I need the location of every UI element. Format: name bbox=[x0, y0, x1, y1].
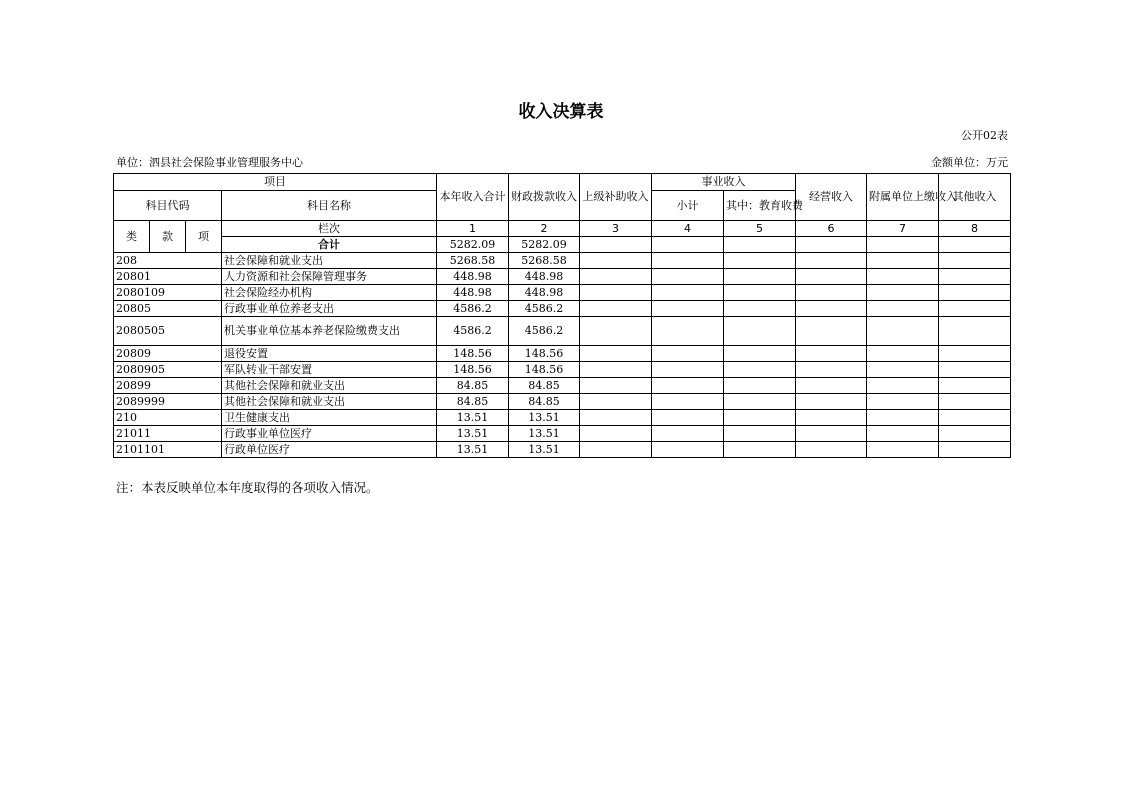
subject-name: 人力资源和社会保障管理事务 bbox=[222, 269, 437, 285]
total-row bbox=[114, 237, 1011, 253]
subject-name: 军队转业干部安置 bbox=[222, 362, 437, 378]
table-row bbox=[114, 317, 1011, 346]
header-subject-code: 科目代码 bbox=[114, 191, 222, 221]
empty-cell bbox=[580, 426, 652, 442]
empty-cell bbox=[580, 442, 652, 458]
fiscal-cell: 448.98 bbox=[509, 285, 580, 301]
empty-cell bbox=[796, 253, 867, 269]
income-table bbox=[113, 173, 1011, 458]
empty-cell bbox=[796, 269, 867, 285]
empty-cell bbox=[939, 426, 1011, 442]
subject-name: 卫生健康支出 bbox=[222, 410, 437, 426]
subject-name: 行政单位医疗 bbox=[222, 442, 437, 458]
empty-cell bbox=[939, 269, 1011, 285]
empty-cell bbox=[939, 285, 1011, 301]
empty-cell bbox=[939, 317, 1011, 346]
subject-name: 社会保障和就业支出 bbox=[222, 253, 437, 269]
empty-cell bbox=[867, 269, 939, 285]
empty-cell bbox=[939, 442, 1011, 458]
col-num-5: 5 bbox=[724, 221, 796, 237]
subject-name: 行政事业单位医疗 bbox=[222, 426, 437, 442]
col-num-1: 1 bbox=[437, 221, 509, 237]
subject-name: 退役安置 bbox=[222, 346, 437, 362]
empty-cell bbox=[939, 301, 1011, 317]
header-subject-name: 科目名称 bbox=[222, 191, 437, 221]
empty-cell bbox=[939, 378, 1011, 394]
empty-cell bbox=[867, 285, 939, 301]
empty-cell bbox=[724, 317, 796, 346]
total-income-cell: 84.85 bbox=[437, 378, 509, 394]
table-row bbox=[114, 346, 1011, 362]
empty-cell bbox=[796, 442, 867, 458]
empty-cell bbox=[652, 410, 724, 426]
empty-cell bbox=[796, 410, 867, 426]
subject-code: 2089999 bbox=[114, 394, 222, 410]
header-business-income: 事业收入 bbox=[652, 174, 796, 191]
empty-cell bbox=[652, 317, 724, 346]
empty-cell bbox=[580, 378, 652, 394]
header-kuan: 款 bbox=[150, 221, 186, 253]
total-income-cell: 13.51 bbox=[437, 426, 509, 442]
col-num-6: 6 bbox=[796, 221, 867, 237]
empty-cell bbox=[724, 442, 796, 458]
empty-cell bbox=[580, 394, 652, 410]
subject-code: 21011 bbox=[114, 426, 222, 442]
header-total-income: 本年收入合计 bbox=[437, 174, 509, 221]
empty-cell bbox=[939, 346, 1011, 362]
header-item: 项目 bbox=[114, 174, 437, 191]
col-num-7: 7 bbox=[867, 221, 939, 237]
header-affiliated: 附属单位上缴收入 bbox=[867, 174, 939, 221]
empty-cell bbox=[867, 301, 939, 317]
col-num-3: 3 bbox=[580, 221, 652, 237]
empty-cell bbox=[796, 426, 867, 442]
subject-name: 社会保险经办机构 bbox=[222, 285, 437, 301]
header-subtotal: 小计 bbox=[652, 191, 724, 221]
empty-cell bbox=[867, 346, 939, 362]
table-row bbox=[114, 301, 1011, 317]
amount-unit-label: 金额单位：万元 bbox=[931, 156, 1008, 169]
fiscal-cell: 13.51 bbox=[509, 442, 580, 458]
total-income-cell: 4586.2 bbox=[437, 301, 509, 317]
header-lanci: 栏次 bbox=[222, 221, 437, 237]
empty-cell bbox=[796, 285, 867, 301]
table-row bbox=[114, 269, 1011, 285]
total-income-cell: 13.51 bbox=[437, 410, 509, 426]
subject-name: 行政事业单位养老支出 bbox=[222, 301, 437, 317]
fiscal-cell: 84.85 bbox=[509, 378, 580, 394]
empty-cell bbox=[652, 301, 724, 317]
empty-cell bbox=[580, 301, 652, 317]
empty-cell bbox=[867, 426, 939, 442]
table-row bbox=[114, 253, 1011, 269]
header-xiang: 项 bbox=[186, 221, 222, 253]
page-title: 收入决算表 bbox=[518, 102, 604, 122]
empty-cell bbox=[796, 301, 867, 317]
fiscal-cell: 148.56 bbox=[509, 362, 580, 378]
table-note: 注：本表反映单位本年度取得的各项收入情况。 bbox=[116, 480, 379, 495]
empty-cell bbox=[652, 378, 724, 394]
total-income-cell: 148.56 bbox=[437, 346, 509, 362]
empty-cell bbox=[939, 362, 1011, 378]
empty-cell bbox=[580, 410, 652, 426]
empty-cell bbox=[652, 346, 724, 362]
col-num-8: 8 bbox=[939, 221, 1011, 237]
total-fiscal-value: 5282.09 bbox=[509, 237, 580, 253]
subject-name: 其他社会保障和就业支出 bbox=[222, 378, 437, 394]
fiscal-cell: 84.85 bbox=[509, 394, 580, 410]
fiscal-cell: 5268.58 bbox=[509, 253, 580, 269]
empty-cell bbox=[724, 269, 796, 285]
empty-cell bbox=[580, 285, 652, 301]
empty-cell bbox=[724, 346, 796, 362]
header-fiscal: 财政拨款收入 bbox=[509, 174, 580, 221]
empty-cell bbox=[939, 410, 1011, 426]
empty-cell bbox=[796, 317, 867, 346]
empty-cell bbox=[652, 362, 724, 378]
subject-name: 机关事业单位基本养老保险缴费支出 bbox=[222, 317, 437, 346]
total-income-cell: 84.85 bbox=[437, 394, 509, 410]
table-row bbox=[114, 394, 1011, 410]
unit-label: 单位：泗县社会保险事业管理服务中心 bbox=[116, 156, 303, 169]
empty-cell bbox=[652, 269, 724, 285]
total-label: 合计 bbox=[222, 237, 437, 253]
empty-cell bbox=[724, 394, 796, 410]
header-superior-subsidy: 上级补助收入 bbox=[580, 174, 652, 221]
empty-cell bbox=[796, 362, 867, 378]
subject-name: 其他社会保障和就业支出 bbox=[222, 394, 437, 410]
empty-cell bbox=[724, 285, 796, 301]
table-row bbox=[114, 410, 1011, 426]
empty-cell bbox=[939, 253, 1011, 269]
empty-cell bbox=[724, 301, 796, 317]
subject-code: 20801 bbox=[114, 269, 222, 285]
empty-cell bbox=[796, 378, 867, 394]
total-income-value: 5282.09 bbox=[437, 237, 509, 253]
empty-cell bbox=[796, 394, 867, 410]
empty-cell bbox=[652, 394, 724, 410]
fiscal-cell: 448.98 bbox=[509, 269, 580, 285]
subject-code: 20805 bbox=[114, 301, 222, 317]
subject-code: 2101101 bbox=[114, 442, 222, 458]
header-lei: 类 bbox=[114, 221, 150, 253]
empty-cell bbox=[652, 285, 724, 301]
header-edu-fee: 其中：教育收费 bbox=[724, 191, 796, 221]
total-income-cell: 448.98 bbox=[437, 269, 509, 285]
empty-cell bbox=[580, 253, 652, 269]
empty-cell bbox=[724, 426, 796, 442]
subject-code: 2080905 bbox=[114, 362, 222, 378]
table-row bbox=[114, 442, 1011, 458]
empty-cell bbox=[580, 269, 652, 285]
empty-cell bbox=[867, 362, 939, 378]
subject-code: 20899 bbox=[114, 378, 222, 394]
empty-cell bbox=[867, 394, 939, 410]
subject-code: 2080109 bbox=[114, 285, 222, 301]
table-row bbox=[114, 378, 1011, 394]
empty-cell bbox=[939, 394, 1011, 410]
header-operating: 经营收入 bbox=[796, 174, 867, 221]
total-income-cell: 13.51 bbox=[437, 442, 509, 458]
empty-cell bbox=[867, 442, 939, 458]
empty-cell bbox=[580, 317, 652, 346]
col-num-4: 4 bbox=[652, 221, 724, 237]
fiscal-cell: 148.56 bbox=[509, 346, 580, 362]
empty-cell bbox=[652, 253, 724, 269]
subject-code: 210 bbox=[114, 410, 222, 426]
subject-code: 20809 bbox=[114, 346, 222, 362]
fiscal-cell: 4586.2 bbox=[509, 317, 580, 346]
empty-cell bbox=[796, 346, 867, 362]
col-num-2: 2 bbox=[509, 221, 580, 237]
total-income-cell: 148.56 bbox=[437, 362, 509, 378]
empty-cell bbox=[867, 410, 939, 426]
empty-cell bbox=[724, 410, 796, 426]
empty-cell bbox=[652, 442, 724, 458]
empty-cell bbox=[724, 378, 796, 394]
table-row bbox=[114, 426, 1011, 442]
subject-code: 2080505 bbox=[114, 317, 222, 346]
empty-cell bbox=[724, 253, 796, 269]
total-income-cell: 5268.58 bbox=[437, 253, 509, 269]
total-income-cell: 4586.2 bbox=[437, 317, 509, 346]
empty-cell bbox=[867, 317, 939, 346]
empty-cell bbox=[867, 378, 939, 394]
fiscal-cell: 4586.2 bbox=[509, 301, 580, 317]
table-row bbox=[114, 285, 1011, 301]
total-income-cell: 448.98 bbox=[437, 285, 509, 301]
empty-cell bbox=[580, 362, 652, 378]
subject-code: 208 bbox=[114, 253, 222, 269]
header-other: 其他收入 bbox=[939, 174, 1011, 221]
fiscal-cell: 13.51 bbox=[509, 410, 580, 426]
empty-cell bbox=[724, 362, 796, 378]
form-number: 公开02表 bbox=[961, 129, 1008, 142]
fiscal-cell: 13.51 bbox=[509, 426, 580, 442]
empty-cell bbox=[867, 253, 939, 269]
table-row bbox=[114, 362, 1011, 378]
empty-cell bbox=[652, 426, 724, 442]
empty-cell bbox=[580, 346, 652, 362]
